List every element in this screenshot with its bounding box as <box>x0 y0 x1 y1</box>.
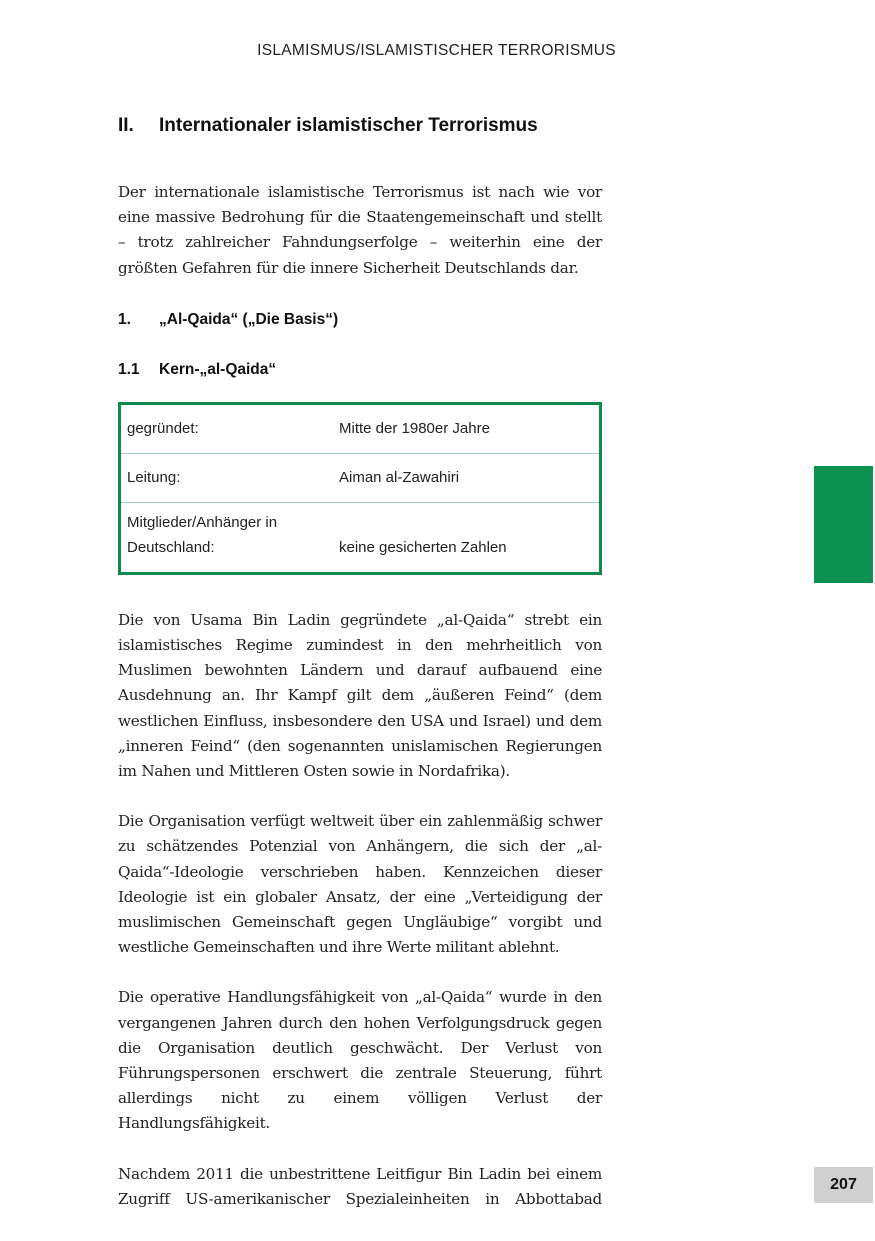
running-head <box>0 42 875 60</box>
page-number-box <box>814 1167 873 1203</box>
subsubsection-heading <box>118 359 602 381</box>
subsubsection-number: 1.1 <box>118 360 140 378</box>
fact-value: Mitte der 1980er Jahre <box>339 420 490 438</box>
intro-paragraph: Der internationale islamistische Terrorismus ist nach wie vor eine massive Bedrohung für die Staatengemeinschaft und stellt – trotz zahlreicher Fahndungserfolge – weiterhin eine der größten Gefahren für die innere Sicherheit Deutschlands dar. <box>118 183 602 277</box>
body-paragraph: Nachdem 2011 die unbestrittene Leitfigur Bin Ladin bei einem Zugriff US-amerikanischer Spezialeinheiten in Abbottabad <box>118 1164 602 1208</box>
fact-box <box>118 402 602 575</box>
fact-label: gegründet: <box>127 420 199 438</box>
chapter-side-tab <box>814 466 873 583</box>
subsection-number: 1. <box>118 310 131 328</box>
fact-value: Aiman al-Zawahiri <box>339 469 460 487</box>
running-head-text: ISLAMISMUS/ISLAMISTISCHER TERRORISMUS <box>257 42 616 59</box>
section-number: II. <box>118 115 134 136</box>
section-heading <box>118 112 602 140</box>
fact-label: Mitglieder/Anhänger in Deutschland: <box>127 513 278 556</box>
fact-row-leadership <box>121 453 599 502</box>
page-number: 207 <box>830 1176 857 1193</box>
section-title: Internationaler islamistischer Terrorismus <box>159 115 538 136</box>
subsection-title: „Al-Qaida“ („Die Basis“) <box>159 310 339 328</box>
fact-row-members <box>121 502 599 572</box>
body-paragraph: Die Organisation verfügt weltweit über ein zahlenmäßig schwer zu schätzendes Potenzial von Anhängern, die sich der „al-Qaida“-Ideologie verschrieben haben. Kennzeichen dieser Ideologie ist ein globaler Ansatz, der eine „Verteidigung der muslimischen Gemeinschaft gegen Ungläubige“ vorgibt und westliche Gemeinschaften und ihre Werte militant ablehnt. <box>118 812 602 957</box>
body-paragraph: Die operative Handlungsfähigkeit von „al-Qaida“ wurde in den vergangenen Jahren durch den hohen Verfolgungsdruck gegen die Organisation deutlich geschwächt. Der Verlust von Führungspersonen erschwert die zentrale Steuerung, führt allerdings nicht zu einem völligen Verlust der Handlungsfähigkeit. <box>118 988 602 1133</box>
subsection-heading <box>118 309 602 331</box>
fact-value: keine gesicherten Zahlen <box>339 538 507 556</box>
fact-label: Leitung: <box>127 469 181 487</box>
fact-row-founded <box>121 405 599 453</box>
page-content <box>118 112 602 1212</box>
subsubsection-title: Kern-„al-Qaida“ <box>159 360 277 378</box>
body-paragraph: Die von Usama Bin Ladin gegründete „al-Qaida“ strebt ein islamistisches Regime zumindest in den mehrheitlich von Muslimen bewohnten Ländern und darauf aufbauend eine Ausdehnung an. Ihr Kampf gilt dem „äußeren Feind“ (dem westlichen Einfluss, insbesondere den USA und Israel) und dem „inneren Feind“ (den sogenannten unislamischen Regierungen im Nahen und Mittleren Osten sowie in Nordafrika). <box>118 610 602 781</box>
